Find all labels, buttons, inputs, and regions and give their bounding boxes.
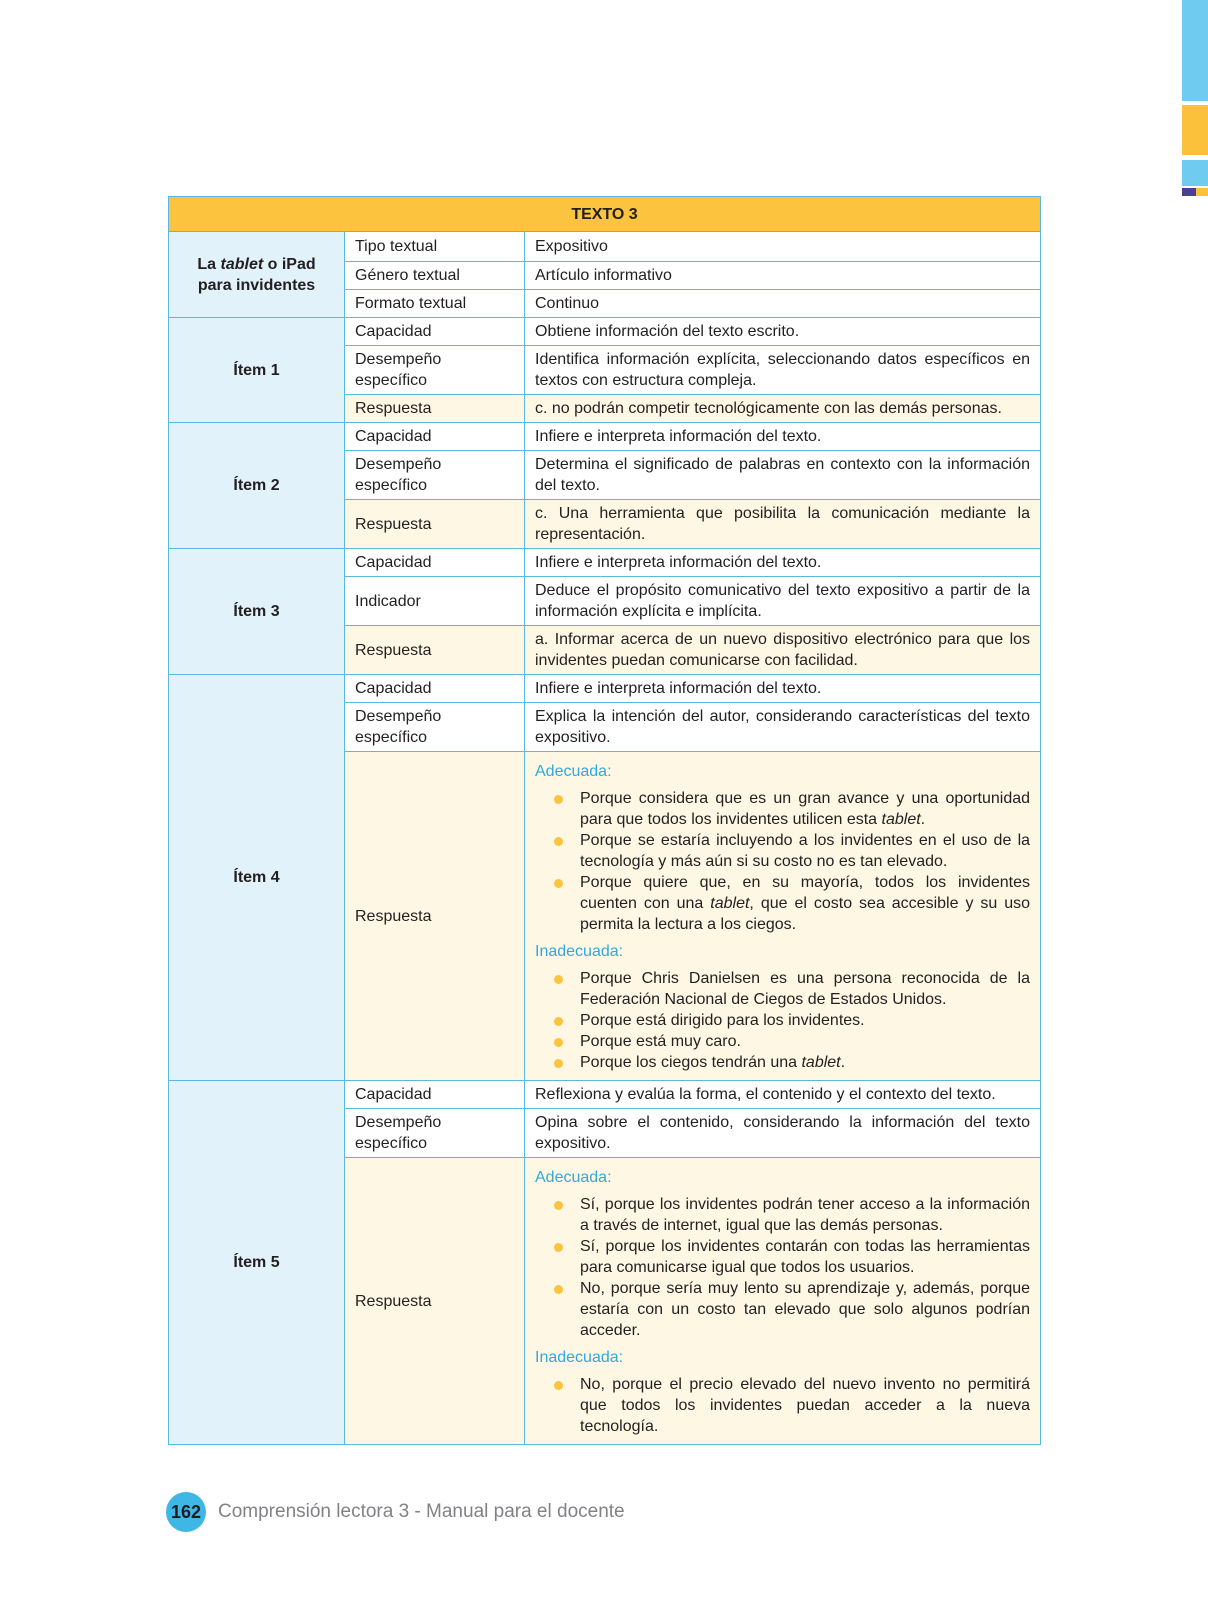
adequate-label: Adecuada: (535, 763, 612, 780)
list-item (535, 1194, 1030, 1236)
row-value: Reflexiona y evalúa la forma, el contenido y el contexto del texto. (525, 1081, 1041, 1109)
text-title: La (197, 255, 221, 273)
row-value: Infiere e interpreta información del texto. (525, 549, 1041, 577)
inadequate-item-text: Porque está muy caro. (580, 1033, 741, 1050)
text-title-end: o iPad para invidentes (197, 255, 316, 294)
row-value: Deduce el propósito comunicativo del texto expositivo a partir de la información explícita e implícita. (525, 577, 1041, 626)
list-item (535, 1374, 1030, 1437)
adequate-item-italic: tablet (710, 895, 750, 912)
text-title-cell (169, 232, 345, 318)
row-label: Desempeño específico (345, 703, 525, 752)
text-title-italic: tablet (220, 255, 264, 273)
row-label: Género textual (345, 262, 525, 290)
item-name-cell: Ítem 2 (169, 423, 345, 549)
list-item (535, 788, 1030, 830)
row-value: Opina sobre el contenido, considerando la información del texto expositivo. (525, 1109, 1041, 1158)
list-item (535, 1052, 1030, 1073)
footer-title: Comprensión lectora 3 - Manual para el docente (218, 1501, 625, 1522)
row-label: Formato textual (345, 290, 525, 318)
row-value: Expositivo (525, 232, 1041, 262)
adequate-item-text: No, porque sería muy lento su aprendizaje y, además, porque estaría con un costo tan elevado que solo algunos podrían acceder. (580, 1280, 1031, 1339)
answer-cell (525, 752, 1041, 1081)
inadequate-item-text: Porque los ciegos tendrán una (580, 1054, 802, 1071)
row-value: Obtiene información del texto escrito. (525, 318, 1041, 346)
table-row (169, 549, 1041, 577)
adequate-list (535, 788, 1030, 935)
row-label: Capacidad (345, 318, 525, 346)
row-label: Desempeño específico (345, 346, 525, 395)
row-value: Artículo informativo (525, 262, 1041, 290)
row-label: Tipo textual (345, 232, 525, 262)
list-item (535, 1010, 1030, 1031)
adequate-item-text: Sí, porque los invidentes podrán tener acceso a la información a través de internet, igual que las demás personas. (580, 1196, 1031, 1234)
page-footer (166, 1492, 625, 1532)
list-item (535, 830, 1030, 872)
row-value: Infiere e interpreta información del texto. (525, 423, 1041, 451)
inadequate-item-text: Porque Chris Danielsen es una persona reconocida de la Federación Nacional de Ciegos de Estados Unidos. (580, 970, 1031, 1008)
row-label: Capacidad (345, 675, 525, 703)
row-label: Capacidad (345, 1081, 525, 1109)
list-item (535, 968, 1030, 1010)
adequate-item-text: Sí, porque los invidentes contarán con todas las herramientas para comunicarse igual que todos los usuarios. (580, 1238, 1031, 1276)
row-label: Capacidad (345, 423, 525, 451)
row-value: Infiere e interpreta información del texto. (525, 675, 1041, 703)
inadequate-item-italic: tablet (801, 1054, 841, 1071)
table-row (169, 423, 1041, 451)
item-name-cell: Ítem 5 (169, 1081, 345, 1445)
row-value: Determina el significado de palabras en contexto con la información del texto. (525, 451, 1041, 500)
adequate-item-text: Porque se estaría incluyendo a los invidentes en el uso de la tecnología y más aún si su costo no es tan elevado. (580, 832, 1031, 870)
answer-cell (525, 1158, 1041, 1445)
adequate-item-text: Porque quiere que, en su mayoría, todos los invidentes cuenten con una (580, 874, 1031, 912)
row-label: Respuesta (345, 1158, 525, 1445)
row-label: Respuesta (345, 395, 525, 423)
inadequate-item-text-end: . (840, 1054, 846, 1071)
item-name-cell: Ítem 4 (169, 675, 345, 1081)
inadequate-list (535, 968, 1030, 1073)
adequate-list (535, 1194, 1030, 1341)
item-name-cell: Ítem 3 (169, 549, 345, 675)
inadequate-label: Inadecuada: (535, 943, 624, 960)
row-value: c. no podrán competir tecnológicamente con las demás personas. (525, 395, 1041, 423)
row-label: Respuesta (345, 626, 525, 675)
row-label: Respuesta (345, 752, 525, 1081)
row-label: Capacidad (345, 549, 525, 577)
row-label: Respuesta (345, 500, 525, 549)
table-row (169, 675, 1041, 703)
page-number-badge: 162 (166, 1492, 206, 1532)
inadequate-item-text: Porque está dirigido para los invidentes. (580, 1012, 865, 1029)
edge-tab-blue-bottom (1182, 160, 1208, 186)
item-name-cell: Ítem 1 (169, 318, 345, 423)
table-header-row (169, 197, 1041, 232)
edge-tab-blue-top (1182, 0, 1208, 101)
list-item (535, 1236, 1030, 1278)
list-item (535, 872, 1030, 935)
inadequate-item-text: No, porque el precio elevado del nuevo invento no permitirá que todos los invidentes puedan acceder a la nueva tecnología. (580, 1376, 1031, 1435)
row-value: a. Informar acerca de un nuevo dispositivo electrónico para que los invidentes puedan comunicarse con facilidad. (525, 626, 1041, 675)
row-value: Explica la intención del autor, considerando características del texto expositivo. (525, 703, 1041, 752)
row-value: Continuo (525, 290, 1041, 318)
table-row (169, 318, 1041, 346)
row-label: Desempeño específico (345, 1109, 525, 1158)
adequate-label: Adecuada: (535, 1169, 612, 1186)
edge-tab-yellow (1182, 105, 1208, 155)
adequate-item-text: Porque considera que es un gran avance y una oportunidad para que todos los invidentes utilicen esta (580, 790, 1031, 828)
adequate-item-italic: tablet (881, 811, 921, 828)
adequate-item-text-end: , que el costo sea accesible y su uso permita la lectura a los ciegos. (580, 895, 1031, 933)
row-label: Desempeño específico (345, 451, 525, 500)
adequate-item-text-end: . (920, 811, 926, 828)
edge-tab-purple (1182, 188, 1196, 196)
table-row (169, 1081, 1041, 1109)
table-header: TEXTO 3 (169, 197, 1041, 232)
list-item (535, 1031, 1030, 1052)
inadequate-label: Inadecuada: (535, 1349, 624, 1366)
table-row (169, 232, 1041, 262)
row-value: Identifica información explícita, seleccionando datos específicos en textos con estructura compleja. (525, 346, 1041, 395)
evaluation-table (168, 196, 1041, 1445)
row-value: c. Una herramienta que posibilita la comunicación mediante la representación. (525, 500, 1041, 549)
list-item (535, 1278, 1030, 1341)
edge-tab-yellow-small (1196, 188, 1208, 196)
inadequate-list (535, 1374, 1030, 1437)
row-label: Indicador (345, 577, 525, 626)
